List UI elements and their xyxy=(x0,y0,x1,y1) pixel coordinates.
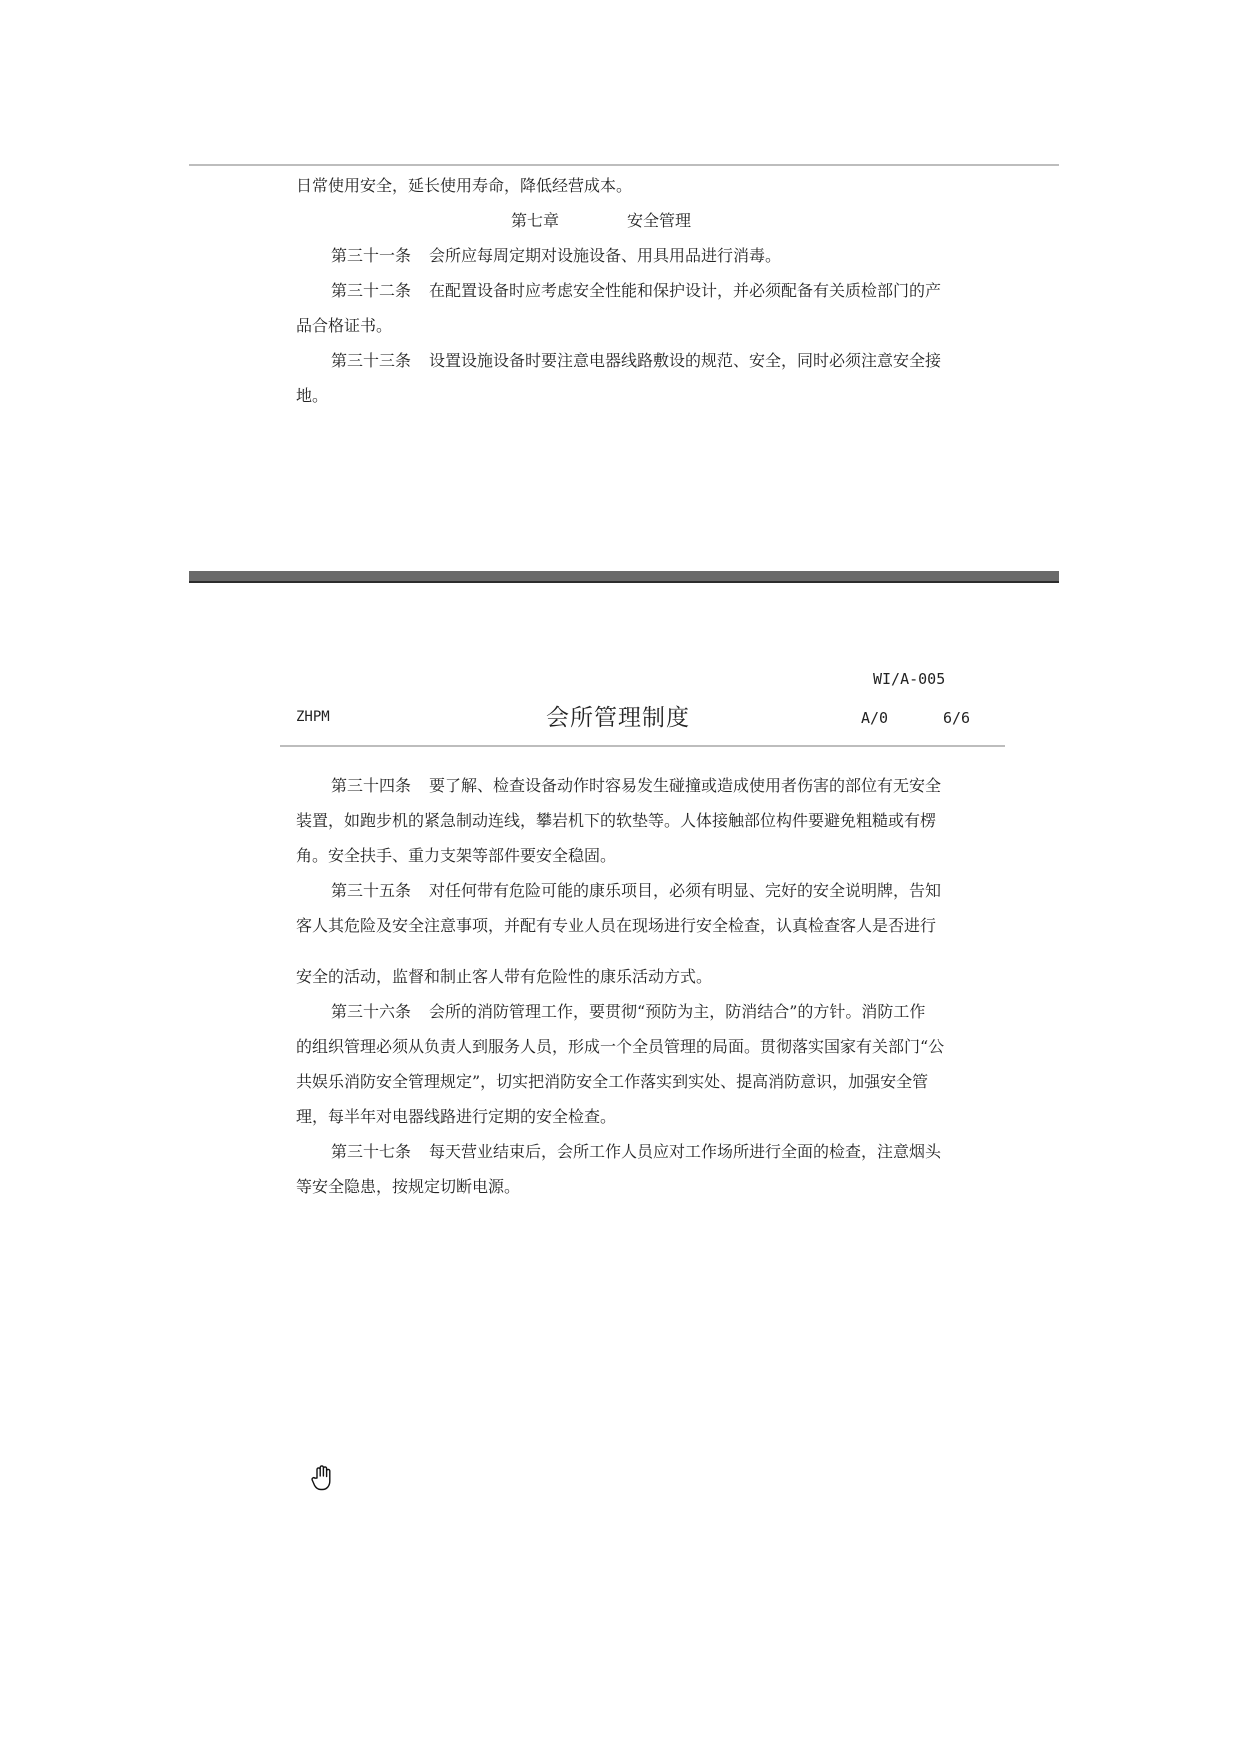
article-label: 第三十二条 xyxy=(331,281,412,300)
article-31 xyxy=(296,238,1000,273)
header-rule xyxy=(280,745,1005,747)
article-37-cont xyxy=(296,1169,1000,1204)
article-text: 理，每半年对电器线路进行定期的安全检查。 xyxy=(296,1107,617,1126)
article-34-cont xyxy=(296,803,1000,838)
article-36-cont xyxy=(296,1099,1000,1134)
document-code: WI/A-005 xyxy=(873,670,946,688)
article-label: 第三十五条 xyxy=(331,881,412,900)
article-text: 共娱乐消防安全管理规定”，切实把消防安全工作落实到实处、提高消防意识，加强安全管 xyxy=(296,1072,929,1091)
article-35-cont xyxy=(296,959,1000,994)
page1-body xyxy=(296,168,1000,413)
article-text: 地。 xyxy=(296,386,329,405)
article-text: 每天营业结束后，会所工作人员应对工作场所进行全面的检查，注意烟头 xyxy=(429,1142,942,1161)
article-33-cont xyxy=(296,378,1000,413)
chapter-name: 安全管理 xyxy=(627,211,692,230)
company-code: ZHPM xyxy=(296,709,330,725)
article-37 xyxy=(296,1134,1000,1169)
article-text: 等安全隐患，按规定切断电源。 xyxy=(296,1177,521,1196)
page2-body xyxy=(296,768,1000,1204)
article-35 xyxy=(296,873,1000,908)
article-36-cont xyxy=(296,1064,1000,1099)
article-32 xyxy=(296,273,1000,308)
article-text: 安全的活动，监督和制止客人带有危险性的康乐活动方式。 xyxy=(296,967,713,986)
article-34-cont xyxy=(296,838,1000,873)
revision-code: A/0 xyxy=(861,709,889,727)
article-label: 第三十三条 xyxy=(331,351,412,370)
article-33 xyxy=(296,343,1000,378)
article-text: 会所的消防管理工作，要贯彻“预防为主，防消结合”的方针。消防工作 xyxy=(429,1002,926,1021)
article-35-cont xyxy=(296,908,1000,943)
paragraph-continuation xyxy=(296,168,1000,203)
article-text: 要了解、检查设备动作时容易发生碰撞或造成使用者伤害的部位有无安全 xyxy=(429,776,942,795)
article-36 xyxy=(296,994,1000,1029)
chapter-number: 第七章 xyxy=(511,211,560,230)
article-label: 第三十六条 xyxy=(331,1002,412,1021)
article-label: 第三十七条 xyxy=(331,1142,412,1161)
article-text: 会所应每周定期对设施设备、用具用品进行消毒。 xyxy=(429,246,782,265)
line-text: 日常使用安全，延长使用寿命，降低经营成本。 xyxy=(296,176,633,195)
hand-cursor-icon xyxy=(309,1464,335,1492)
article-text: 的组织管理必须从负责人到服务人员，形成一个全员管理的局面。贯彻落实国家有关部门“公 xyxy=(296,1037,945,1056)
article-text: 在配置设备时应考虑安全性能和保护设计，并必须配备有关质检部门的产 xyxy=(429,281,942,300)
article-text: 对任何带有危险可能的康乐项目，必须有明显、完好的安全说明牌，告知 xyxy=(429,881,942,900)
article-text: 品合格证书。 xyxy=(296,316,393,335)
page-top-rule xyxy=(189,164,1059,166)
page-break-divider xyxy=(189,571,1059,583)
page-number: 6/6 xyxy=(943,709,971,727)
article-text: 设置设施设备时要注意电器线路敷设的规范、安全，同时必须注意安全接 xyxy=(429,351,942,370)
article-text: 客人其危险及安全注意事项，并配有专业人员在现场进行安全检查，认真检查客人是否进行 xyxy=(296,916,937,935)
article-label: 第三十四条 xyxy=(331,776,412,795)
chapter-heading xyxy=(296,203,1000,238)
article-text: 装置，如跑步机的紧急制动连线，攀岩机下的软垫等。人体接触部位构件要避免粗糙或有楞 xyxy=(296,811,937,830)
article-36-cont xyxy=(296,1029,1000,1064)
document-header xyxy=(280,660,1005,748)
article-34 xyxy=(296,768,1000,803)
article-label: 第三十一条 xyxy=(331,246,412,265)
document-title: 会所管理制度 xyxy=(546,705,690,731)
article-32-cont xyxy=(296,308,1000,343)
article-text: 角。安全扶手、重力支架等部件要安全稳固。 xyxy=(296,846,617,865)
